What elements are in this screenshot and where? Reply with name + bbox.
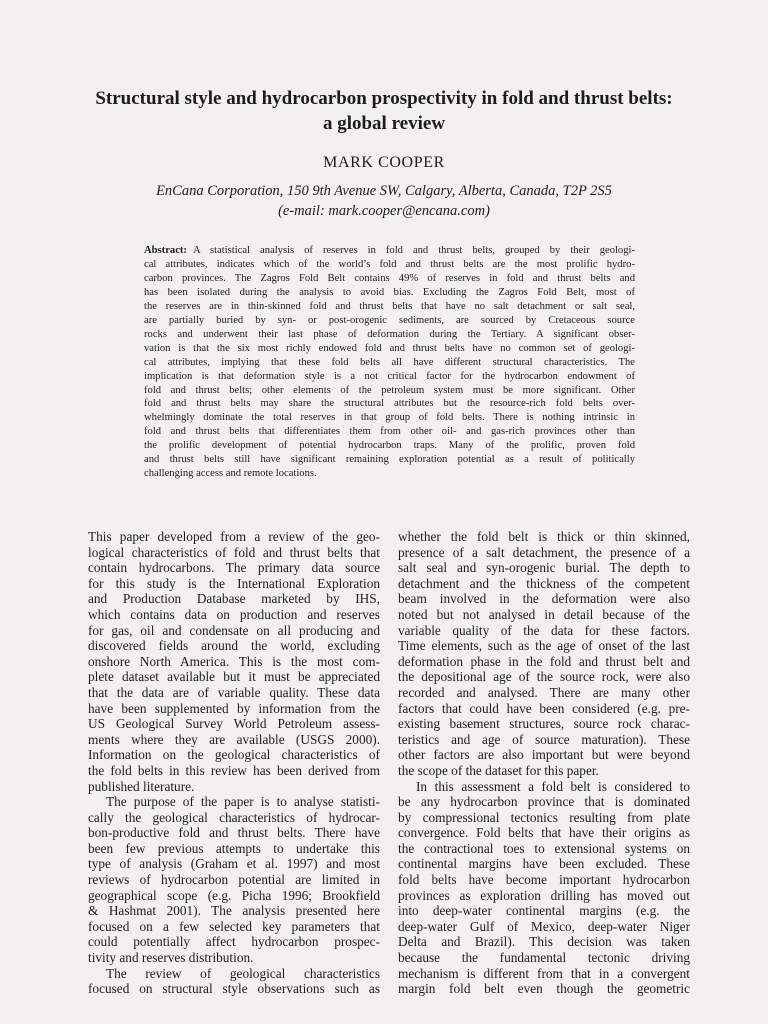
body-line: The review of geological characteristics xyxy=(106,965,380,981)
body-line: recorded and analysed. There are many other xyxy=(398,684,690,700)
abstract-line: carbon provinces. The Zagros Fold Belt contains 49% of reserves in fold and thrust belts and xyxy=(144,272,635,284)
body-line: be any hydrocarbon province that is dominated xyxy=(398,794,690,810)
abstract-line: rocks and underwent their last phase of deformation during the Tertiary. A significant obser- xyxy=(144,328,635,340)
body-line: beam involved in the deformation were also xyxy=(398,591,690,607)
body-line: been few previous attempts to undertake this xyxy=(88,840,380,856)
body-line: the fold belts in this review has been derived from xyxy=(88,762,380,778)
body-line: margin fold belt even though the geometric xyxy=(398,981,690,997)
body-line: which contains data on production and reserves xyxy=(88,606,380,622)
abstract-line: and thrust belts still have significant remaining exploration potential as a result of politically xyxy=(144,454,635,466)
body-line: convergence. Fold belts that have their origins as xyxy=(398,825,690,841)
body-line: geographical scope (e.g. Picha 1996; Brookfield xyxy=(88,887,380,903)
body-line: Delta and Brazil). This decision was taken xyxy=(398,934,690,950)
body-line: for gas, oil and condensate on all producing and xyxy=(88,622,380,638)
body-line: because the fundamental tectonic driving xyxy=(398,950,690,966)
abstract-line: has been isolated during the analysis to avoid bias. Excluding the Zagros Fold Belt, most of xyxy=(144,286,635,298)
body-line: Time elements, such as the age of onset of the last xyxy=(398,638,690,654)
body-line: presence of a salt detachment, the presence of a xyxy=(398,544,690,560)
body-line: tivity and reserves distribution. xyxy=(88,950,254,966)
body-line: existing basement structures, source rock charac- xyxy=(398,716,690,732)
body-line: detachment and the thickness of the competent xyxy=(398,575,690,591)
abstract-line: challenging access and remote locations. xyxy=(144,468,317,480)
affiliation-address: EnCana Corporation, 150 9th Avenue SW, Calgary, Alberta, Canada, T2P 2S5 xyxy=(156,183,612,199)
abstract-line: fold and thrust belts; other elements of the petroleum system must be more significant. Other xyxy=(144,384,635,396)
body-line: the scope of the dataset for this paper. xyxy=(398,762,599,778)
body-line: The purpose of the paper is to analyse statisti- xyxy=(106,794,380,810)
paper-title xyxy=(40,86,728,136)
abstract xyxy=(144,244,635,481)
body-line: for this study is the International Exploration xyxy=(88,575,380,591)
body-line: bon-productive fold and thrust belts. There have xyxy=(88,825,380,841)
body-line: salt seal and syn-orogenic burial. The depth to xyxy=(398,560,690,576)
abstract-line: the reserves are in thin-skinned fold and thrust belts that have no salt detachment or salt seal, xyxy=(144,300,635,312)
body-line: contain hydrocarbons. The primary data source xyxy=(88,560,380,576)
abstract-line: fold and thrust belts that differentiates them from other oil- and gas-rich provinces other than xyxy=(144,426,635,438)
body-line: that the data are of variable quality. These data xyxy=(88,684,380,700)
body-line: and Production Database marketed by IHS, xyxy=(88,591,380,607)
abstract-line: fold and thrust belts may share the structural attributes but the resource-rich fold belts over- xyxy=(144,398,635,410)
body-line: factors that could have been considered (e.g. pre- xyxy=(398,700,690,716)
body-line: noted but not analysed in detail because of the xyxy=(398,606,690,622)
abstract-label: Abstract: xyxy=(144,245,187,256)
body-line: by compressional tectonics resulting from plate xyxy=(398,809,690,825)
body-line: onshore North America. This is the most com- xyxy=(88,653,380,669)
abstract-line: the prolific development of potential hydrocarbon traps. Many of the prolific, proven fold xyxy=(144,440,635,452)
body-line: mechanism is different from that in a convergent xyxy=(398,965,690,981)
body-line: the contractional toes to extensional systems on xyxy=(398,840,690,856)
body-line: published literature. xyxy=(88,778,195,794)
abstract-line: Abstract: A statistical analysis of reserves in fold and thrust belts, grouped by their geologi- xyxy=(144,245,635,256)
body-column-right xyxy=(398,529,690,997)
title-line-1: Structural style and hydrocarbon prospectivity in fold and thrust belts: xyxy=(95,88,673,109)
abstract-line: cal attributes, implying that these fold belts all have different structural characteristics. The xyxy=(144,356,635,368)
body-line: This paper developed from a review of the geo- xyxy=(88,529,380,544)
body-line: variable quality of the data for these factors. xyxy=(398,622,690,638)
body-line: other factors are also important but were beyond xyxy=(398,747,690,763)
abstract-line: whelmingly dominate the total reserves in that group of fold belts. There is nothing intrinsic in xyxy=(144,412,635,424)
body-line: focused on a few selected key parameters that xyxy=(88,918,380,934)
body-line: plete dataset available but it must be appreciated xyxy=(88,669,380,685)
affiliation-email: (e-mail: mark.cooper@encana.com) xyxy=(278,203,490,219)
title-line-2: a global review xyxy=(322,113,446,134)
body-column-left xyxy=(88,529,380,997)
body-line: have been supplemented by information from the xyxy=(88,700,380,716)
body-line: teristics and age of source maturation). These xyxy=(398,731,690,747)
body-line: whether the fold belt is thick or thin skinned, xyxy=(398,529,690,544)
body-line: could potentially affect hydrocarbon prospec- xyxy=(88,934,380,950)
body-line: focused on structural style observations such as xyxy=(88,981,380,997)
body-line: provinces as exploration drilling has moved out xyxy=(398,887,690,903)
author-affiliation xyxy=(40,181,728,221)
body-line: Information on the geological characteristics of xyxy=(88,747,380,763)
body-line: cally the geological characteristics of hydrocar- xyxy=(88,809,380,825)
body-line: continental margins have been excluded. These xyxy=(398,856,690,872)
abstract-line: are partially buried by syn- or post-orogenic sediments, are sourced by Cretaceous source xyxy=(144,314,635,326)
body-line: ments where they are available (USGS 2000). xyxy=(88,731,380,747)
body-line: discovered fields around the world, excluding xyxy=(88,638,380,654)
abstract-line: vation is that the six most richly endowed fold and thrust belts have no common set of geologi- xyxy=(144,342,635,354)
body-line: In this assessment a fold belt is considered to xyxy=(416,778,690,794)
author-name: MARK COOPER xyxy=(323,154,445,171)
body-line: reviews of hydrocarbon potential are limited in xyxy=(88,872,380,888)
body-line: type of analysis (Graham et al. 1997) and most xyxy=(88,856,380,872)
body-line: US Geological Survey World Petroleum assess- xyxy=(88,716,380,732)
body-line: logical characteristics of fold and thrust belts that xyxy=(88,544,380,560)
body-line: & Hashmat 2001). The analysis presented here xyxy=(88,903,380,919)
body-line: fold belts have become important hydrocarbon xyxy=(398,872,690,888)
body-line: into deep-water continental margins (e.g. the xyxy=(398,903,690,919)
body-line: deep-water Gulf of Mexico, deep-water Niger xyxy=(398,918,690,934)
body-line: the depositional age of the source rock, were also xyxy=(398,669,690,685)
abstract-line: cal attributes, indicates which of the world’s fold and thrust belts are the most prolific hydro- xyxy=(144,258,635,270)
body-line: deformation phase in the fold and thrust belt and xyxy=(398,653,690,669)
abstract-line: implication is that deformation style is a not critical factor for the hydrocarbon endowment of xyxy=(144,370,635,382)
